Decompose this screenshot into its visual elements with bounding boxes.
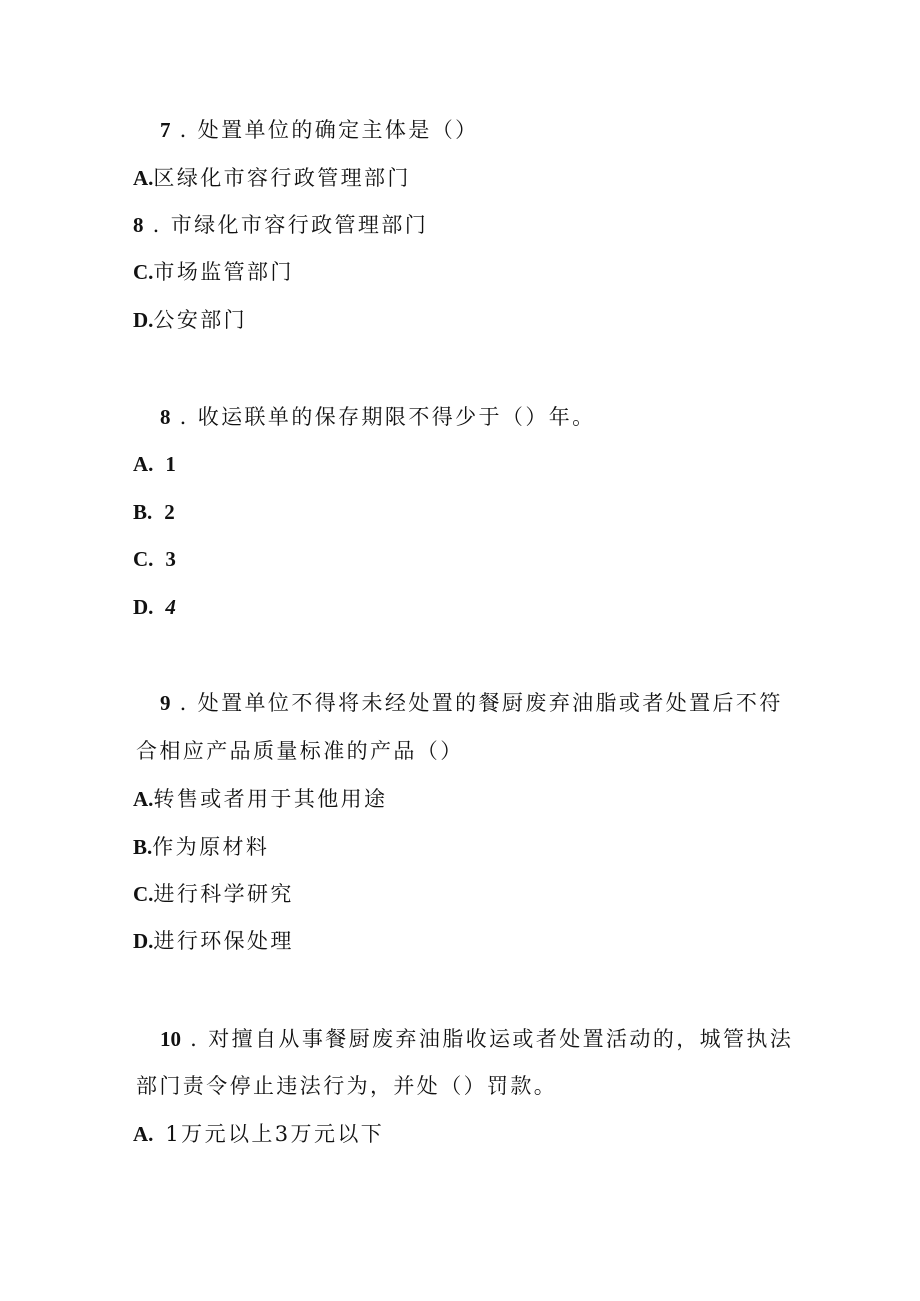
option-label: D. — [133, 929, 154, 953]
option-text: 市场监管部门 — [153, 260, 294, 284]
question-number: 7 — [160, 118, 171, 142]
option-text: 进行环保处理 — [153, 929, 294, 953]
question-10-stem-continued — [136, 1071, 557, 1101]
question-number: 8 — [160, 405, 171, 429]
question-7-option-a — [133, 163, 411, 193]
option-label: B. — [133, 500, 153, 524]
option-label: C. — [133, 547, 154, 571]
question-7-option-b — [133, 210, 428, 240]
option-text: . 市绿化市容行政管理部门 — [143, 213, 429, 237]
question-10-stem — [160, 1024, 793, 1054]
option-text: 转售或者用于其他用途 — [153, 787, 388, 811]
question-10-option-a — [133, 1119, 384, 1149]
question-9-option-a — [133, 784, 387, 814]
option-label: A. — [133, 166, 154, 190]
option-label: C. — [133, 260, 154, 284]
question-7-option-c — [133, 257, 294, 287]
option-label: 8 — [133, 213, 144, 237]
option-text: 2 — [164, 500, 175, 524]
question-7-stem — [160, 115, 479, 145]
question-text: . 处置单位不得将未经处置的餐厨废弃油脂或者处置后不符 — [170, 691, 783, 715]
option-label: A. — [133, 1122, 154, 1146]
question-8-stem — [160, 402, 596, 432]
option-label: C. — [133, 882, 154, 906]
question-9-option-c — [133, 879, 294, 909]
option-text: 1万元以上3万元以下 — [165, 1122, 385, 1146]
question-8-option-b — [133, 497, 175, 527]
option-label: D. — [133, 595, 154, 619]
question-text: 合相应产品质量标准的产品（） — [136, 739, 464, 763]
option-text: 进行科学研究 — [153, 882, 294, 906]
question-7-option-d — [133, 305, 247, 335]
option-text: 作为原材料 — [152, 835, 270, 859]
option-text: 3 — [165, 547, 176, 571]
question-9-stem-continued — [136, 736, 464, 766]
question-text: . 对擅自从事餐厨废弃油脂收运或者处置活动的，城管执法 — [181, 1027, 794, 1051]
option-text: 1 — [165, 452, 176, 476]
option-label: D. — [133, 308, 154, 332]
question-number: 10 — [160, 1027, 181, 1051]
question-8-option-c — [133, 544, 176, 574]
question-8-option-d — [133, 592, 176, 622]
question-text: . 收运联单的保存期限不得少于（）年。 — [170, 405, 596, 429]
option-text: 区绿化市容行政管理部门 — [153, 166, 411, 190]
question-number: 9 — [160, 691, 171, 715]
option-label: A. — [133, 452, 154, 476]
option-text: 4 — [165, 595, 176, 619]
question-9-option-d — [133, 926, 294, 956]
question-8-option-a — [133, 449, 176, 479]
question-9-stem — [160, 688, 783, 718]
option-label: B. — [133, 835, 153, 859]
question-text: . 处置单位的确定主体是（） — [170, 118, 479, 142]
option-text: 公安部门 — [153, 308, 248, 332]
question-9-option-b — [133, 832, 269, 862]
option-label: A. — [133, 787, 154, 811]
question-text: 部门责令停止违法行为，并处（）罚款。 — [136, 1074, 558, 1098]
